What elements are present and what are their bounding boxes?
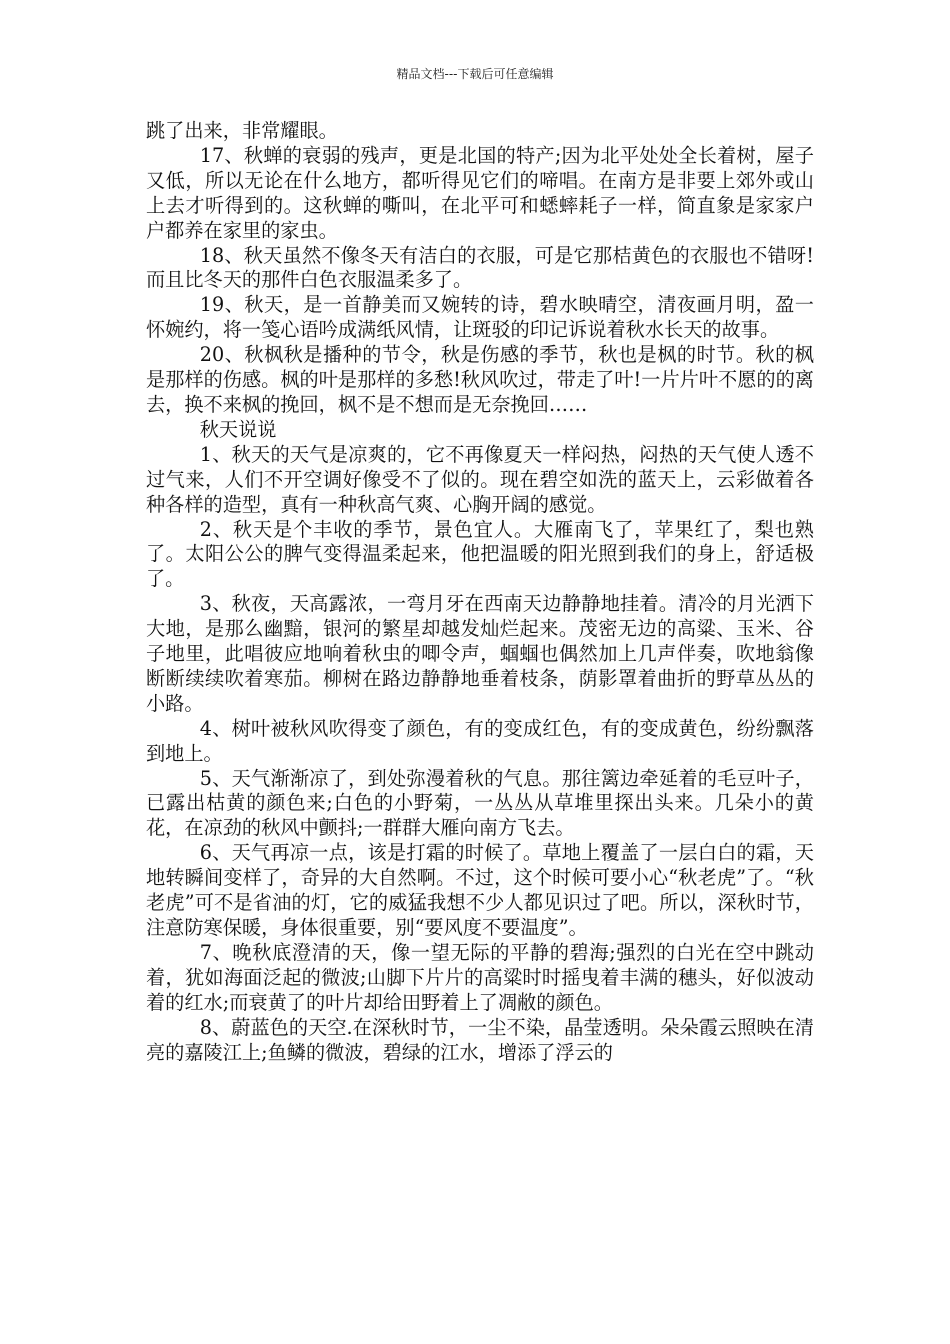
paragraph-18: 18、秋天虽然不像冬天有洁白的衣服，可是它那桔黄色的衣服也不错呀!而且比冬天的那件白色衣服温柔多了。 — [146, 243, 814, 292]
paragraph-continuation: 跳了出来，非常耀眼。 — [146, 119, 338, 142]
paragraph-1: 1、秋天的天气是凉爽的，它不再像夏天一样闷热，闷热的天气使人透不过气来，人们不开空调好像受不了似的。现在碧空如洗的蓝天上，云彩做着各种各样的造型，真有一种秋高气爽、心胸开阔的感觉。 — [146, 442, 814, 516]
section-heading: 秋天说说 — [199, 417, 277, 441]
paragraph-19: 19、秋天，是一首静美而又婉转的诗，碧水映晴空，清夜画月明，盈一怀婉约，将一笺心语吟成满纸风情，让斑驳的印记诉说着秋水长天的故事。 — [146, 293, 814, 342]
paragraph-5: 5、天气渐渐凉了，到处弥漫着秋的气息。那往篱边牵延着的毛豆叶子，已露出枯黄的颜色来;白色的小野菊，一丛丛从草堆里探出头来。几朵小的黄花，在凉劲的秋风中颤抖;一群群大雁向南方飞去。 — [146, 766, 814, 840]
paragraph-7: 7、晚秋底澄清的天，像一望无际的平静的碧海;强烈的白光在空中跳动着，犹如海面泛起的微波;山脚下片片的高粱时时摇曳着丰满的穗头，好似波动着的红水;而衰黄了的叶片却给田野着上了凋敝的颜色。 — [146, 940, 814, 1014]
paragraph-6: 6、天气再凉一点，该是打霜的时候了。草地上覆盖了一层白白的霜，天地转瞬间变样了，奇异的大自然啊。不过，这个时候可要小心“秋老虎”了。“秋老虎”可不是省油的灯，它的威猛我想不少人都见识过了吧。所以，深秋时节，注意防寒保暖，身体很重要，别“要风度不要温度”。 — [146, 841, 814, 939]
paragraph-8: 8、蔚蓝色的天空.在深秋时节，一尘不染，晶莹透明。朵朵霞云照映在清亮的嘉陵江上;鱼鳞的微波，碧绿的江水，增添了浮云的 — [146, 1015, 814, 1064]
page-header: 精品文档---下载后可任意编辑 — [396, 67, 554, 81]
paragraph-17: 17、秋蝉的衰弱的残声，更是北国的特产;因为北平处处全长着树，屋子又低，所以无论在什么地方，都听得见它们的啼唱。在南方是非要上郊外或山上去才听得到的。这秋蝉的嘶叫，在北平可和蟋蟀耗子一样，简直象是家家户户都养在家里的家虫。 — [146, 143, 814, 242]
paragraph-3: 3、秋夜，天高露浓，一弯月牙在西南天边静静地挂着。清冷的月光洒下大地，是那么幽黯，银河的繁星却越发灿烂起来。茂密无边的高粱、玉米、谷子地里，此唱彼应地响着秋虫的唧令声，蝈蝈也偶然加上几声伴奏，吹地翁像断断续续吹着寒茄。柳树在路边静静地垂着枝条，荫影罩着曲折的野草丛丛的小路。 — [146, 592, 814, 715]
paragraph-20: 20、秋枫秋是播种的节令，秋是伤感的季节，秋也是枫的时节。秋的枫是那样的伤感。枫的叶是那样的多愁!秋风吹过，带走了叶!一片片叶不愿的的离去，换不来枫的挽回，枫不是不想而是无奈挽回…… — [146, 343, 814, 416]
paragraph-4: 4、树叶被秋风吹得变了颜色，有的变成红色，有的变成黄色，纷纷飘落到地上。 — [146, 716, 814, 765]
paragraph-2: 2、秋天是个丰收的季节，景色宜人。大雁南飞了，苹果红了，梨也熟了。太阳公公的脾气变得温柔起来，他把温暖的阳光照到我们的身上，舒适极了。 — [146, 517, 814, 591]
document-body — [146, 119, 814, 1065]
